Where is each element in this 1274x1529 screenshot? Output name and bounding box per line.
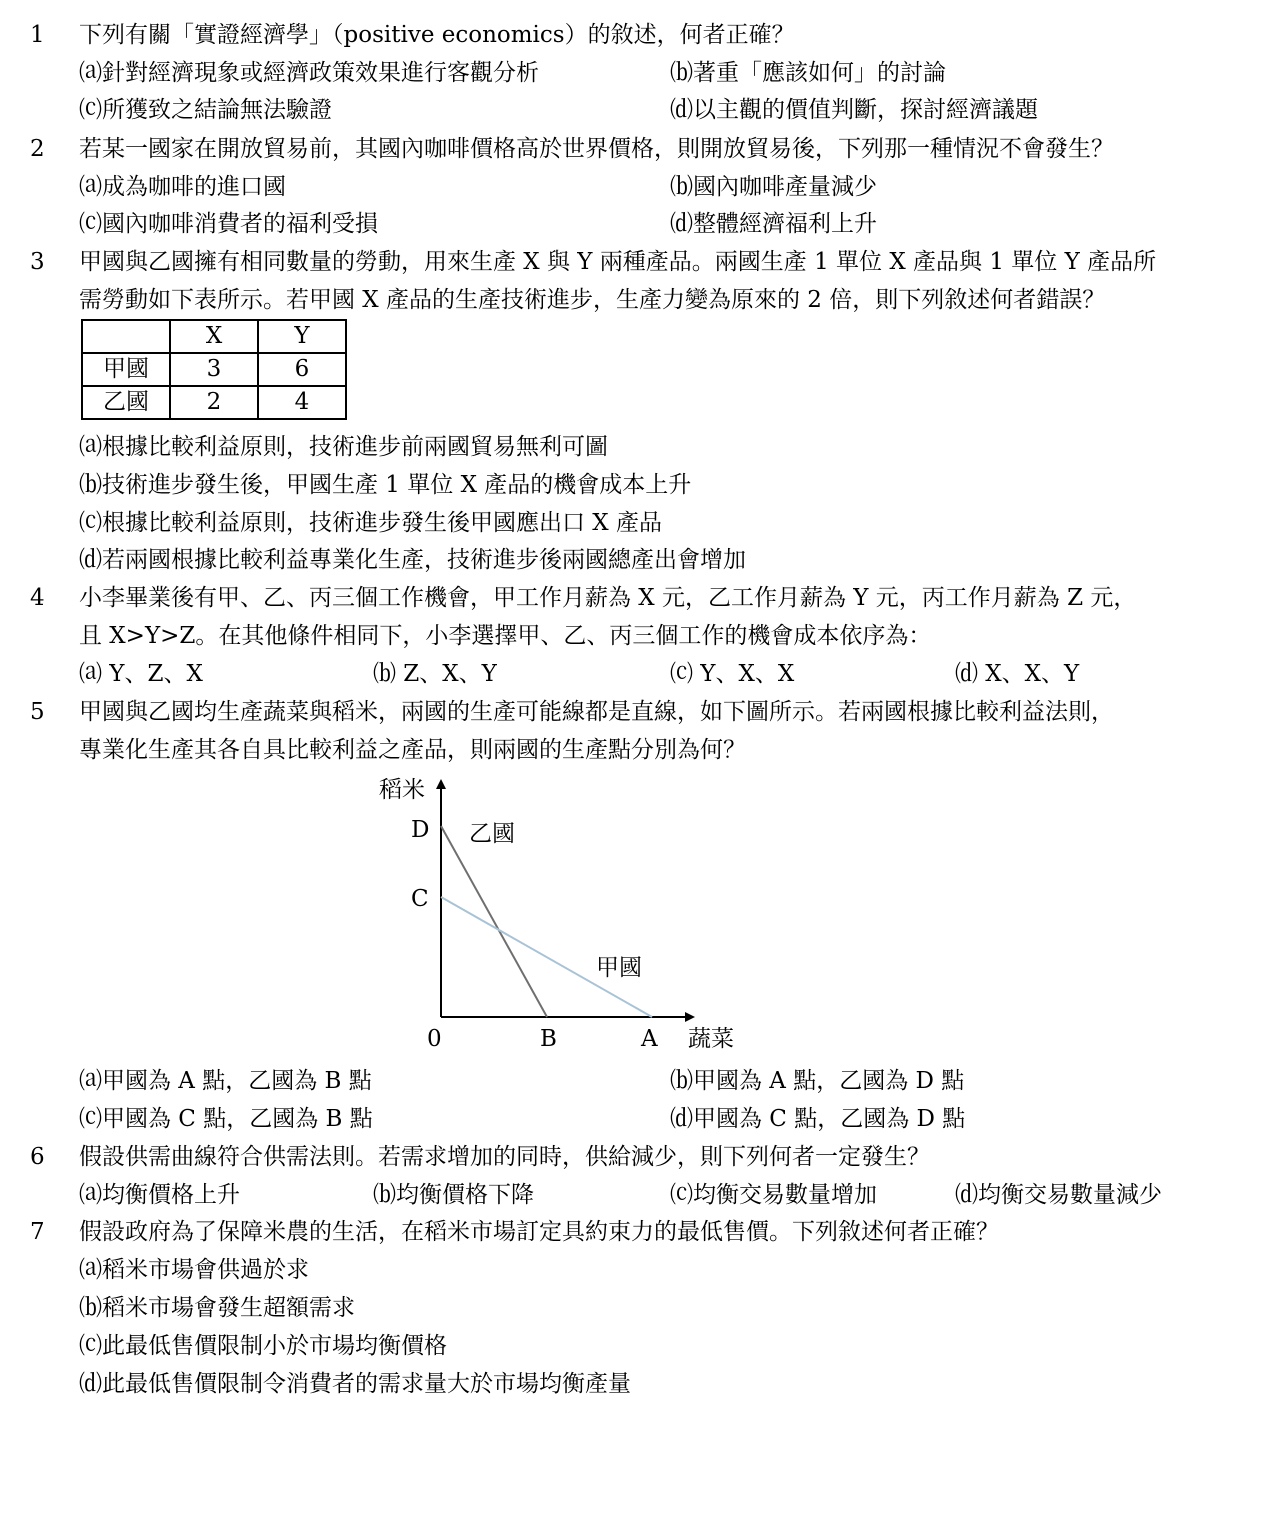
option-a[interactable]: ⒜成為咖啡的進口國	[79, 174, 286, 200]
question-stem: 若某一國家在開放貿易前，其國內咖啡價格高於世界價格，則開放貿易後，下列那一種情況不會發生？	[79, 136, 1114, 162]
option-c[interactable]: ⒞甲國為 C 點，乙國為 B 點	[79, 1106, 373, 1132]
option-c[interactable]: ⒞國內咖啡消費者的福利受損	[79, 211, 378, 237]
x-axis-label: 蔬菜	[688, 1026, 734, 1052]
y-axis-label: 稻米	[379, 777, 425, 803]
question-number: 3	[30, 249, 45, 275]
point-label-a: A	[641, 1026, 658, 1052]
option-d[interactable]: ⒟此最低售價限制令消費者的需求量大於市場均衡產量	[79, 1371, 631, 1397]
table-header-cell: Y	[258, 320, 346, 353]
origin-label: 0	[427, 1026, 442, 1052]
question-number: 6	[30, 1144, 45, 1170]
question-stem: 小李畢業後有甲、乙、丙三個工作機會，甲工作月薪為 X 元，乙工作月薪為 Y 元，丙工作月薪為 Z 元，	[79, 585, 1137, 611]
question-stem: 甲國與乙國均生產蔬菜與稻米，兩國的生產可能線都是直線，如下圖所示。若兩國根據比較利益法則，	[79, 699, 1114, 725]
question-stem: 甲國與乙國擁有相同數量的勞動，用來生產 X 與 Y 兩種產品。兩國生產 1 單位 X 產品與 1 單位 Y 產品所	[79, 249, 1157, 275]
option-d[interactable]: ⒟若兩國根據比較利益專業化生產，技術進步後兩國總產出會增加	[79, 547, 746, 573]
point-label-c: C	[411, 886, 429, 912]
option-a[interactable]: ⒜針對經濟現象或經濟政策效果進行客觀分析	[79, 60, 539, 86]
option-b[interactable]: ⒝甲國為 A 點，乙國為 D 點	[670, 1068, 965, 1094]
option-c[interactable]: ⒞根據比較利益原則，技術進步發生後甲國應出口 X 產品	[79, 510, 662, 536]
table-cell: 乙國	[82, 386, 170, 419]
option-d[interactable]: ⒟以主觀的價值判斷，探討經濟議題	[670, 97, 1038, 123]
table-cell: 4	[258, 386, 346, 419]
option-a[interactable]: ⒜根據比較利益原則，技術進步前兩國貿易無利可圖	[79, 434, 608, 460]
table-cell: 甲國	[82, 353, 170, 386]
option-a[interactable]: ⒜均衡價格上升	[79, 1182, 240, 1208]
option-d[interactable]: ⒟均衡交易數量減少	[955, 1182, 1162, 1208]
country-b-ppf-line	[441, 826, 547, 1017]
table-cell: 3	[170, 353, 258, 386]
country-b-label: 乙國	[469, 821, 515, 847]
option-a[interactable]: ⒜甲國為 A 點，乙國為 B 點	[79, 1068, 372, 1094]
question-number: 7	[30, 1219, 45, 1245]
table-header-cell: X	[170, 320, 258, 353]
option-d[interactable]: ⒟甲國為 C 點，乙國為 D 點	[670, 1106, 966, 1132]
option-b[interactable]: ⒝均衡價格下降	[373, 1182, 534, 1208]
option-b[interactable]: ⒝稻米市場會發生超額需求	[79, 1295, 355, 1321]
question-stem: 假設政府為了保障米農的生活，在稻米市場訂定具約束力的最低售價。下列敘述何者正確？	[79, 1219, 999, 1245]
option-d[interactable]: ⒟整體經濟福利上升	[670, 211, 877, 237]
option-c[interactable]: ⒞所獲致之結論無法驗證	[79, 97, 332, 123]
question-stem-line-2: 且 X>Y>Z。在其他條件相同下，小李選擇甲、乙、丙三個工作的機會成本依序為：	[79, 623, 932, 649]
table-cell: 6	[258, 353, 346, 386]
option-b[interactable]: ⒝國內咖啡產量減少	[670, 174, 877, 200]
question-stem-line-2: 專業化生產其各自具比較利益之產品，則兩國的生產點分別為何？	[79, 737, 746, 763]
option-b[interactable]: ⒝著重「應該如何」的討論	[670, 60, 946, 86]
option-d[interactable]: ⒟ X、X、Y	[955, 661, 1080, 687]
point-label-d: D	[411, 817, 430, 843]
question-number: 2	[30, 136, 45, 162]
question-number: 5	[30, 699, 45, 725]
option-a[interactable]: ⒜ Y、Z、X	[79, 661, 203, 687]
point-label-b: B	[540, 1026, 557, 1052]
option-a[interactable]: ⒜稻米市場會供過於求	[79, 1257, 309, 1283]
option-c[interactable]: ⒞均衡交易數量增加	[670, 1182, 877, 1208]
option-b[interactable]: ⒝技術進步發生後，甲國生產 1 單位 X 產品的機會成本上升	[79, 472, 692, 498]
question-stem-line-2: 需勞動如下表所示。若甲國 X 產品的生產技術進步，生產力變為原來的 2 倍，則下列敘述何者錯誤？	[79, 287, 1106, 313]
option-c[interactable]: ⒞此最低售價限制小於市場均衡價格	[79, 1333, 447, 1359]
table-cell: 2	[170, 386, 258, 419]
question-number: 4	[30, 585, 45, 611]
country-a-label: 甲國	[596, 955, 642, 981]
question-stem: 假設供需曲線符合供需法則。若需求增加的同時，供給減少，則下列何者一定發生？	[79, 1144, 930, 1170]
question-stem: 下列有關「實證經濟學」（positive economics）的敘述，何者正確？	[79, 22, 795, 48]
option-c[interactable]: ⒞ Y、X、X	[670, 661, 795, 687]
option-b[interactable]: ⒝ Z、X、Y	[373, 661, 497, 687]
question-number: 1	[30, 22, 45, 48]
